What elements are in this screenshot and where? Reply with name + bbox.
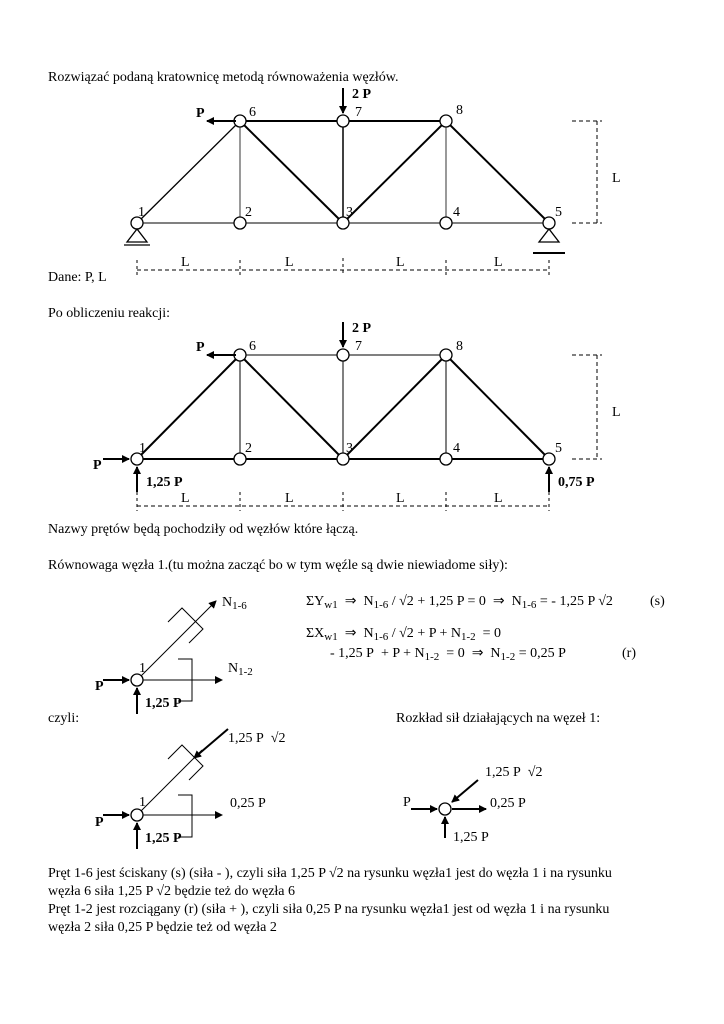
sqrt2-symbol: √2: [399, 594, 414, 609]
intro-text: Rozwiązać podaną kratownicę metodą równoważenia węzłów.: [48, 70, 399, 85]
node-label: 5: [555, 205, 562, 220]
svg-text:N1-2: $N_{1-2}$: [228, 661, 253, 678]
load-label: 2 P: [352, 87, 372, 102]
conclusion-line-4: węzła 2 siła 0,25 P będzie też od węzła 2: [48, 920, 277, 935]
svg-text:P: P: [403, 795, 411, 810]
svg-text:P: P: [95, 815, 104, 830]
svg-text:P: P: [196, 340, 205, 355]
svg-text:L: L: [285, 491, 294, 506]
equation-sum-x: $\Sigma X_{w1}$ ⇒ $N_{1-6} / √2 + P + N_{1-2} = 0$: [306, 626, 502, 643]
node1-heading: Równowaga węzła 1.(tu można zacząć bo w tym węźle są dwie niewiadome siły):: [48, 558, 508, 573]
bar-names-note: Nazwy prętów będą pochodziły od węzłów które łączą.: [48, 522, 359, 537]
node-label: 4: [453, 205, 460, 220]
svg-text:0,25 P: 0,25 P: [230, 796, 266, 811]
dimension-label: L: [181, 255, 190, 270]
conclusion-line-1: Pręt 1-6 jest ściskany (s) (siła - ), czyli siła 1,25 P √2 na rysunku węzła1 jest do węzła 1 i na rysunku: [48, 866, 612, 881]
node-label: 1: [138, 205, 145, 220]
svg-text:1: 1: [139, 795, 146, 810]
given-text: Dane: P, L: [48, 270, 107, 285]
conclusion-line-3: Pręt 1-2 jest rozciągany (r) (siła + ), czyli siła 0,25 P na rysunku węzła1 jest od węzła 1 i na rysunku: [48, 902, 610, 917]
pin-support-icon: [127, 229, 147, 242]
svg-text:5: 5: [555, 441, 562, 456]
svg-text:1,25 P: 1,25 P: [146, 475, 183, 490]
node-label: 2: [245, 205, 252, 220]
svg-text:1,25 P: 1,25 P: [145, 696, 182, 711]
svg-text:P: P: [93, 458, 102, 473]
svg-text:1,25 P √2: 1,25 P √2: [485, 765, 543, 780]
czyli-text: czyli:: [48, 711, 80, 726]
dimension-label: L: [494, 255, 503, 270]
svg-text:L: L: [612, 405, 621, 420]
node-label: 3: [346, 205, 353, 220]
roller-support-icon: [539, 229, 559, 242]
svg-text:7: 7: [355, 339, 362, 354]
svg-text:N1-6: $N_{1-6}$: [222, 595, 247, 612]
equation-tag-r: (r): [622, 646, 636, 661]
node-label: 8: [456, 103, 463, 118]
svg-text:L: L: [396, 491, 405, 506]
conclusion-line-2: węzła 6 siła 1,25 P √2 będzie też do węzła 6: [48, 884, 296, 899]
node-label: 6: [249, 105, 256, 120]
svg-text:6: 6: [249, 339, 256, 354]
equation-sum-y: $\Sigma Y_{w1}$ ⇒ $N_{1-6} / √2 + 1,25$ P = 0 ⇒ $N_{1-6}$ = - 1,25 P √2: [306, 594, 613, 611]
svg-text:1: 1: [139, 441, 146, 456]
dimension-label: L: [396, 255, 405, 270]
after-reactions-text: Po obliczeniu reakcji:: [48, 306, 171, 321]
svg-text:0,75 P: 0,75 P: [558, 475, 595, 490]
equation-tag-s: (s): [650, 594, 665, 609]
svg-text:0,25 P: 0,25 P: [490, 796, 526, 811]
svg-text:3: 3: [346, 441, 353, 456]
dimension-label: L: [285, 255, 294, 270]
svg-text:2: 2: [245, 441, 252, 456]
dimension-label: L: [612, 171, 621, 186]
svg-text:L: L: [494, 491, 503, 506]
distribution-heading: Rozkład sił działających na węzeł 1:: [396, 711, 601, 726]
svg-text:L: L: [181, 491, 190, 506]
svg-text:1: 1: [139, 661, 146, 676]
node-label: 7: [355, 105, 362, 120]
equation-substituted: - 1,25 $P + P + N_{1-2} = 0$ ⇒ $N_{1-2} = 0,25$ P: [330, 646, 566, 663]
svg-text:P: P: [95, 679, 104, 694]
svg-text:1,25 P: 1,25 P: [145, 831, 182, 846]
svg-text:1,25 P √2: 1,25 P √2: [228, 731, 286, 746]
svg-text:2 P: 2 P: [352, 321, 372, 336]
load-label: P: [196, 106, 205, 121]
svg-text:1,25 P: 1,25 P: [453, 830, 489, 845]
svg-text:4: 4: [453, 441, 460, 456]
svg-text:8: 8: [456, 339, 463, 354]
